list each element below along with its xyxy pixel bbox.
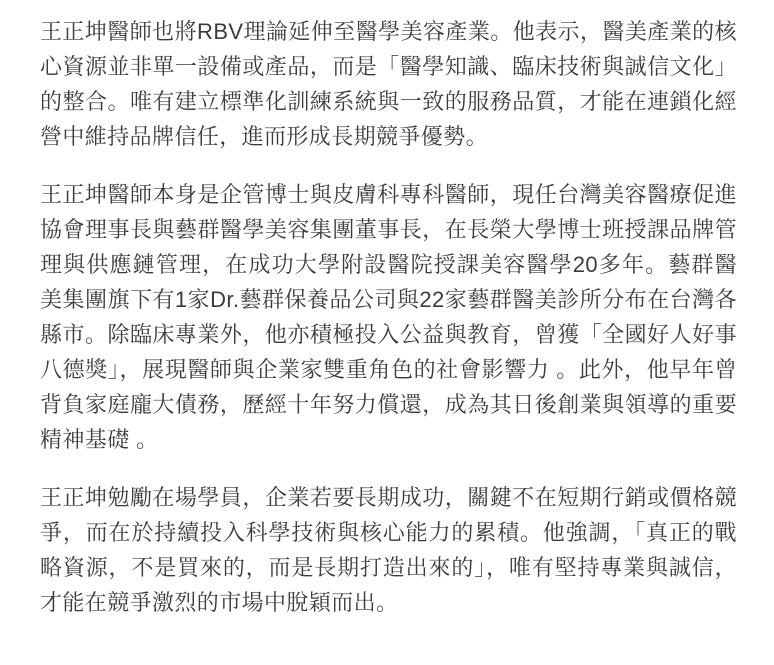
article-paragraph: 王正坤醫師也將RBV理論延伸至醫學美容產業。他表示，醫美產業的核心資源並非單一設備或產品，而是「醫學知識、臨床技術與誠信文化」的整合。唯有建立標準化訓練系統與一致的服務品質，才能在連鎖化經營中維持品牌信任，進而形成長期競爭優勢。 — [40, 19, 737, 149]
article-paragraph: 王正坤勉勵在場學員，企業若要長期成功，關鍵不在短期行銷或價格競爭，而在於持續投入科學技術與核心能力的累積。他強調，「真正的戰略資源，不是買來的，而是長期打造出來的」，唯有堅持專業與誠信，才能在競爭激烈的市場中脫穎而出。 — [40, 485, 737, 615]
article-paragraph: 王正坤醫師本身是企管博士與皮膚科專科醫師，現任台灣美容醫療促進協會理事長與藝群醫學美容集團董事長，在長榮大學博士班授課品牌管理與供應鏈管理，在成功大學附設醫院授課美容醫學20多年。藝群醫美集團旗下有1家Dr.藝群保養品公司與22家藝群醫美診所分布在台灣各縣市。除臨床專業外，他亦積極投入公益與教育，曾獲「全國好人好事八德獎」，展現醫師與企業家雙重角色的社會影響力 。此外，他早年曾背負家庭龐大債務，歷經十年努力償還，成為其日後創業與領導的重要精神基礎 。 — [40, 182, 737, 452]
